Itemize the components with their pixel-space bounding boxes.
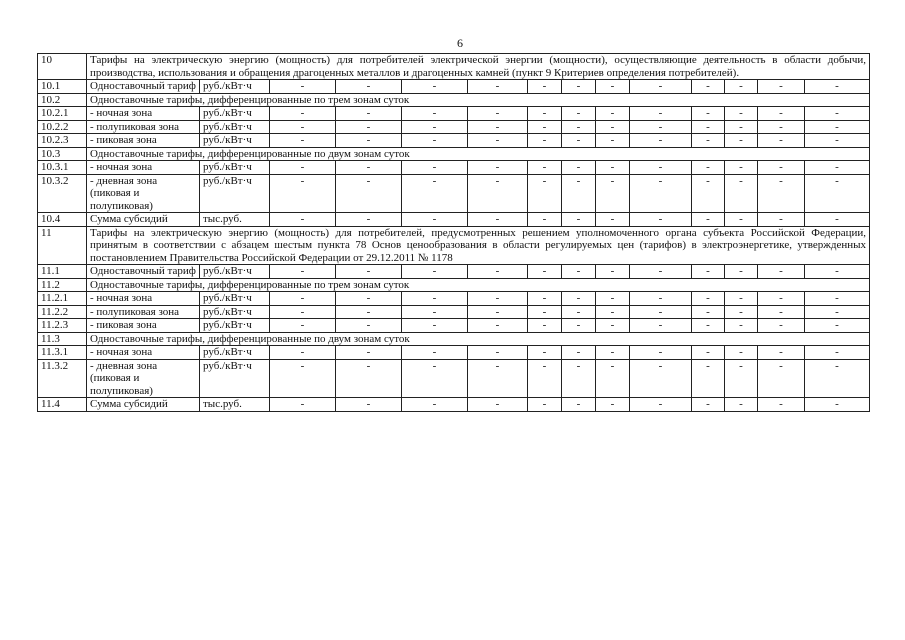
value-cell: -	[528, 107, 562, 121]
table-row	[38, 359, 870, 398]
value-cell: -	[692, 107, 725, 121]
value-cell: -	[805, 346, 870, 360]
value-cell: -	[692, 359, 725, 398]
value-cell: -	[692, 174, 725, 213]
value-cell: -	[596, 80, 630, 94]
value-cell: -	[562, 319, 596, 333]
row-name: - дневная зона (пиковая и полупиковая)	[87, 174, 200, 213]
table-row	[38, 134, 870, 148]
value-cell: -	[562, 134, 596, 148]
row-unit: руб./кВт·ч	[200, 120, 270, 134]
table-row	[38, 319, 870, 333]
value-cell: -	[528, 120, 562, 134]
value-cell: -	[725, 292, 758, 306]
value-cell: -	[725, 305, 758, 319]
value-cell: -	[468, 359, 528, 398]
value-cell: -	[692, 120, 725, 134]
row-unit: руб./кВт·ч	[200, 346, 270, 360]
value-cell: -	[336, 359, 402, 398]
value-cell: -	[402, 292, 468, 306]
group-title: Одноставочные тарифы, дифференцированные по трем зонам суток	[87, 93, 870, 107]
group-title: Одноставочные тарифы, дифференцированные по двум зонам суток	[87, 332, 870, 346]
value-cell: -	[805, 305, 870, 319]
value-cell: -	[725, 398, 758, 412]
value-cell: -	[630, 161, 692, 175]
value-cell: -	[758, 319, 805, 333]
value-cell: -	[562, 213, 596, 227]
value-cell: -	[692, 292, 725, 306]
value-cell: -	[336, 107, 402, 121]
value-cell: -	[468, 213, 528, 227]
value-cell: -	[336, 398, 402, 412]
value-cell: -	[528, 319, 562, 333]
table-row	[38, 161, 870, 175]
value-cell: -	[402, 120, 468, 134]
row-unit: руб./кВт·ч	[200, 359, 270, 398]
row-name: - пиковая зона	[87, 319, 200, 333]
value-cell: -	[528, 359, 562, 398]
value-cell: -	[468, 305, 528, 319]
value-cell: -	[725, 265, 758, 279]
value-cell: -	[596, 174, 630, 213]
value-cell: -	[805, 161, 870, 175]
row-name: - полупиковая зона	[87, 305, 200, 319]
section-header-row	[38, 54, 870, 80]
row-unit: руб./кВт·ч	[200, 305, 270, 319]
value-cell: -	[528, 346, 562, 360]
value-cell: -	[270, 174, 336, 213]
value-cell: -	[562, 265, 596, 279]
value-cell: -	[630, 265, 692, 279]
value-cell: -	[630, 305, 692, 319]
group-title: Одноставочные тарифы, дифференцированные по двум зонам суток	[87, 147, 870, 161]
value-cell: -	[692, 265, 725, 279]
value-cell: -	[596, 213, 630, 227]
value-cell: -	[336, 265, 402, 279]
value-cell: -	[805, 80, 870, 94]
value-cell: -	[596, 134, 630, 148]
value-cell: -	[402, 80, 468, 94]
row-name: - ночная зона	[87, 292, 200, 306]
value-cell: -	[596, 292, 630, 306]
value-cell: -	[270, 80, 336, 94]
section-number: 11	[38, 226, 87, 265]
row-unit: руб./кВт·ч	[200, 107, 270, 121]
value-cell: -	[336, 120, 402, 134]
value-cell: -	[758, 107, 805, 121]
value-cell: -	[805, 398, 870, 412]
value-cell: -	[402, 398, 468, 412]
value-cell: -	[402, 265, 468, 279]
value-cell: -	[562, 120, 596, 134]
value-cell: -	[805, 213, 870, 227]
value-cell: -	[336, 174, 402, 213]
value-cell: -	[758, 213, 805, 227]
value-cell: -	[528, 305, 562, 319]
value-cell: -	[630, 134, 692, 148]
row-number: 10.3.2	[38, 174, 87, 213]
value-cell: -	[336, 319, 402, 333]
value-cell: -	[402, 161, 468, 175]
value-cell: -	[468, 265, 528, 279]
row-unit: руб./кВт·ч	[200, 265, 270, 279]
value-cell: -	[336, 134, 402, 148]
value-cell: -	[596, 359, 630, 398]
value-cell: -	[725, 359, 758, 398]
value-cell: -	[468, 120, 528, 134]
value-cell: -	[270, 319, 336, 333]
value-cell: -	[758, 292, 805, 306]
value-cell: -	[805, 319, 870, 333]
row-name: Одноставочный тариф	[87, 265, 200, 279]
value-cell: -	[692, 134, 725, 148]
row-unit: руб./кВт·ч	[200, 161, 270, 175]
value-cell: -	[562, 305, 596, 319]
value-cell: -	[528, 213, 562, 227]
table-row	[38, 174, 870, 213]
row-unit: тыс.руб.	[200, 398, 270, 412]
row-unit: тыс.руб.	[200, 213, 270, 227]
row-number: 11.2.2	[38, 305, 87, 319]
value-cell: -	[692, 213, 725, 227]
table-row	[38, 120, 870, 134]
row-unit: руб./кВт·ч	[200, 80, 270, 94]
value-cell: -	[805, 265, 870, 279]
value-cell: -	[630, 107, 692, 121]
value-cell: -	[596, 305, 630, 319]
row-name: Одноставочный тариф	[87, 80, 200, 94]
value-cell: -	[758, 265, 805, 279]
value-cell: -	[528, 161, 562, 175]
value-cell: -	[692, 319, 725, 333]
value-cell: -	[725, 174, 758, 213]
row-number: 10.2.3	[38, 134, 87, 148]
value-cell: -	[528, 265, 562, 279]
value-cell: -	[725, 319, 758, 333]
row-name: - ночная зона	[87, 107, 200, 121]
row-unit: руб./кВт·ч	[200, 292, 270, 306]
row-number: 11.2	[38, 278, 87, 292]
row-name: - пиковая зона	[87, 134, 200, 148]
value-cell: -	[562, 161, 596, 175]
value-cell: -	[596, 346, 630, 360]
value-cell: -	[805, 120, 870, 134]
row-number: 11.3	[38, 332, 87, 346]
row-number: 10.2	[38, 93, 87, 107]
value-cell: -	[630, 398, 692, 412]
value-cell: -	[468, 134, 528, 148]
value-cell: -	[270, 305, 336, 319]
value-cell: -	[630, 346, 692, 360]
value-cell: -	[468, 161, 528, 175]
value-cell: -	[630, 120, 692, 134]
value-cell: -	[630, 174, 692, 213]
row-unit: руб./кВт·ч	[200, 134, 270, 148]
group-row	[38, 93, 870, 107]
value-cell: -	[562, 398, 596, 412]
value-cell: -	[562, 174, 596, 213]
value-cell: -	[270, 213, 336, 227]
value-cell: -	[725, 107, 758, 121]
row-number: 10.2.1	[38, 107, 87, 121]
table-row	[38, 398, 870, 412]
row-unit: руб./кВт·ч	[200, 174, 270, 213]
value-cell: -	[630, 319, 692, 333]
value-cell: -	[758, 398, 805, 412]
value-cell: -	[725, 213, 758, 227]
value-cell: -	[630, 359, 692, 398]
value-cell: -	[468, 292, 528, 306]
value-cell: -	[596, 265, 630, 279]
value-cell: -	[630, 213, 692, 227]
value-cell: -	[805, 359, 870, 398]
row-number: 11.3.1	[38, 346, 87, 360]
value-cell: -	[402, 213, 468, 227]
value-cell: -	[468, 174, 528, 213]
section-title: Тарифы на электрическую энергию (мощность) для потребителей, предусмотренных решением уполномоченного органа субъекта Российской Федерации, принятым в соответствии с абзацем шестым пункта 78 Основ ценообразования в области регулируемых цен (тарифов) в электроэнергетике, утвержденных постановлением Правительства Российской Федерации от 29.12.2011 № 1178	[87, 226, 870, 265]
value-cell: -	[468, 346, 528, 360]
row-name: Сумма субсидий	[87, 398, 200, 412]
value-cell: -	[402, 134, 468, 148]
value-cell: -	[725, 346, 758, 360]
value-cell: -	[758, 359, 805, 398]
group-title: Одноставочные тарифы, дифференцированные по трем зонам суток	[87, 278, 870, 292]
value-cell: -	[692, 305, 725, 319]
row-number: 10.1	[38, 80, 87, 94]
value-cell: -	[402, 107, 468, 121]
value-cell: -	[692, 346, 725, 360]
table-row	[38, 292, 870, 306]
row-number: 10.2.2	[38, 120, 87, 134]
row-number: 10.3	[38, 147, 87, 161]
value-cell: -	[270, 398, 336, 412]
value-cell: -	[528, 398, 562, 412]
group-row	[38, 278, 870, 292]
value-cell: -	[692, 398, 725, 412]
value-cell: -	[630, 292, 692, 306]
value-cell: -	[402, 359, 468, 398]
value-cell: -	[725, 80, 758, 94]
value-cell: -	[336, 213, 402, 227]
section-title: Тарифы на электрическую энергию (мощность) для потребителей электрической энергии (мощности), осуществляющие деятельность в области добычи, производства, использования и обращения драгоценных металлов и драгоценных камней (пункт 9 Критериев определения потребителей).	[87, 54, 870, 80]
row-number: 11.2.3	[38, 319, 87, 333]
row-name: - дневная зона (пиковая и полупиковая)	[87, 359, 200, 398]
table-row	[38, 107, 870, 121]
row-name: - ночная зона	[87, 161, 200, 175]
value-cell: -	[402, 346, 468, 360]
value-cell: -	[528, 134, 562, 148]
value-cell: -	[468, 319, 528, 333]
value-cell: -	[336, 305, 402, 319]
value-cell: -	[528, 292, 562, 306]
value-cell: -	[562, 359, 596, 398]
group-row	[38, 332, 870, 346]
value-cell: -	[758, 346, 805, 360]
row-name: - ночная зона	[87, 346, 200, 360]
value-cell: -	[692, 80, 725, 94]
value-cell: -	[692, 161, 725, 175]
section-number: 10	[38, 54, 87, 80]
value-cell: -	[528, 174, 562, 213]
page-number: 6	[457, 36, 463, 50]
value-cell: -	[336, 80, 402, 94]
value-cell: -	[758, 134, 805, 148]
value-cell: -	[468, 107, 528, 121]
value-cell: -	[758, 174, 805, 213]
table-row	[38, 265, 870, 279]
value-cell: -	[596, 161, 630, 175]
value-cell: -	[805, 107, 870, 121]
value-cell: -	[562, 346, 596, 360]
value-cell: -	[270, 161, 336, 175]
value-cell: -	[336, 292, 402, 306]
row-number: 10.3.1	[38, 161, 87, 175]
row-name: - полупиковая зона	[87, 120, 200, 134]
value-cell: -	[270, 292, 336, 306]
value-cell: -	[758, 120, 805, 134]
row-number: 11.3.2	[38, 359, 87, 398]
value-cell: -	[562, 292, 596, 306]
value-cell: -	[336, 161, 402, 175]
row-number: 11.2.1	[38, 292, 87, 306]
value-cell: -	[270, 359, 336, 398]
row-number: 11.4	[38, 398, 87, 412]
value-cell: -	[562, 80, 596, 94]
value-cell: -	[270, 107, 336, 121]
value-cell: -	[270, 120, 336, 134]
tariff-table	[37, 53, 870, 412]
value-cell: -	[402, 174, 468, 213]
value-cell: -	[758, 305, 805, 319]
value-cell: -	[758, 80, 805, 94]
value-cell: -	[805, 174, 870, 213]
value-cell: -	[402, 305, 468, 319]
value-cell: -	[805, 292, 870, 306]
value-cell: -	[630, 80, 692, 94]
value-cell: -	[596, 319, 630, 333]
row-number: 11.1	[38, 265, 87, 279]
table-row	[38, 213, 870, 227]
value-cell: -	[596, 107, 630, 121]
value-cell: -	[805, 134, 870, 148]
row-number: 10.4	[38, 213, 87, 227]
value-cell: -	[270, 346, 336, 360]
value-cell: -	[270, 134, 336, 148]
row-unit: руб./кВт·ч	[200, 319, 270, 333]
value-cell: -	[402, 319, 468, 333]
tariff-table-body	[38, 54, 870, 412]
table-row	[38, 80, 870, 94]
value-cell: -	[468, 398, 528, 412]
table-row	[38, 346, 870, 360]
value-cell: -	[336, 346, 402, 360]
value-cell: -	[725, 161, 758, 175]
value-cell: -	[758, 161, 805, 175]
value-cell: -	[270, 265, 336, 279]
row-name: Сумма субсидий	[87, 213, 200, 227]
value-cell: -	[596, 120, 630, 134]
value-cell: -	[562, 107, 596, 121]
value-cell: -	[596, 398, 630, 412]
group-row	[38, 147, 870, 161]
table-row	[38, 305, 870, 319]
value-cell: -	[725, 134, 758, 148]
value-cell: -	[725, 120, 758, 134]
section-header-row	[38, 226, 870, 265]
value-cell: -	[468, 80, 528, 94]
value-cell: -	[528, 80, 562, 94]
